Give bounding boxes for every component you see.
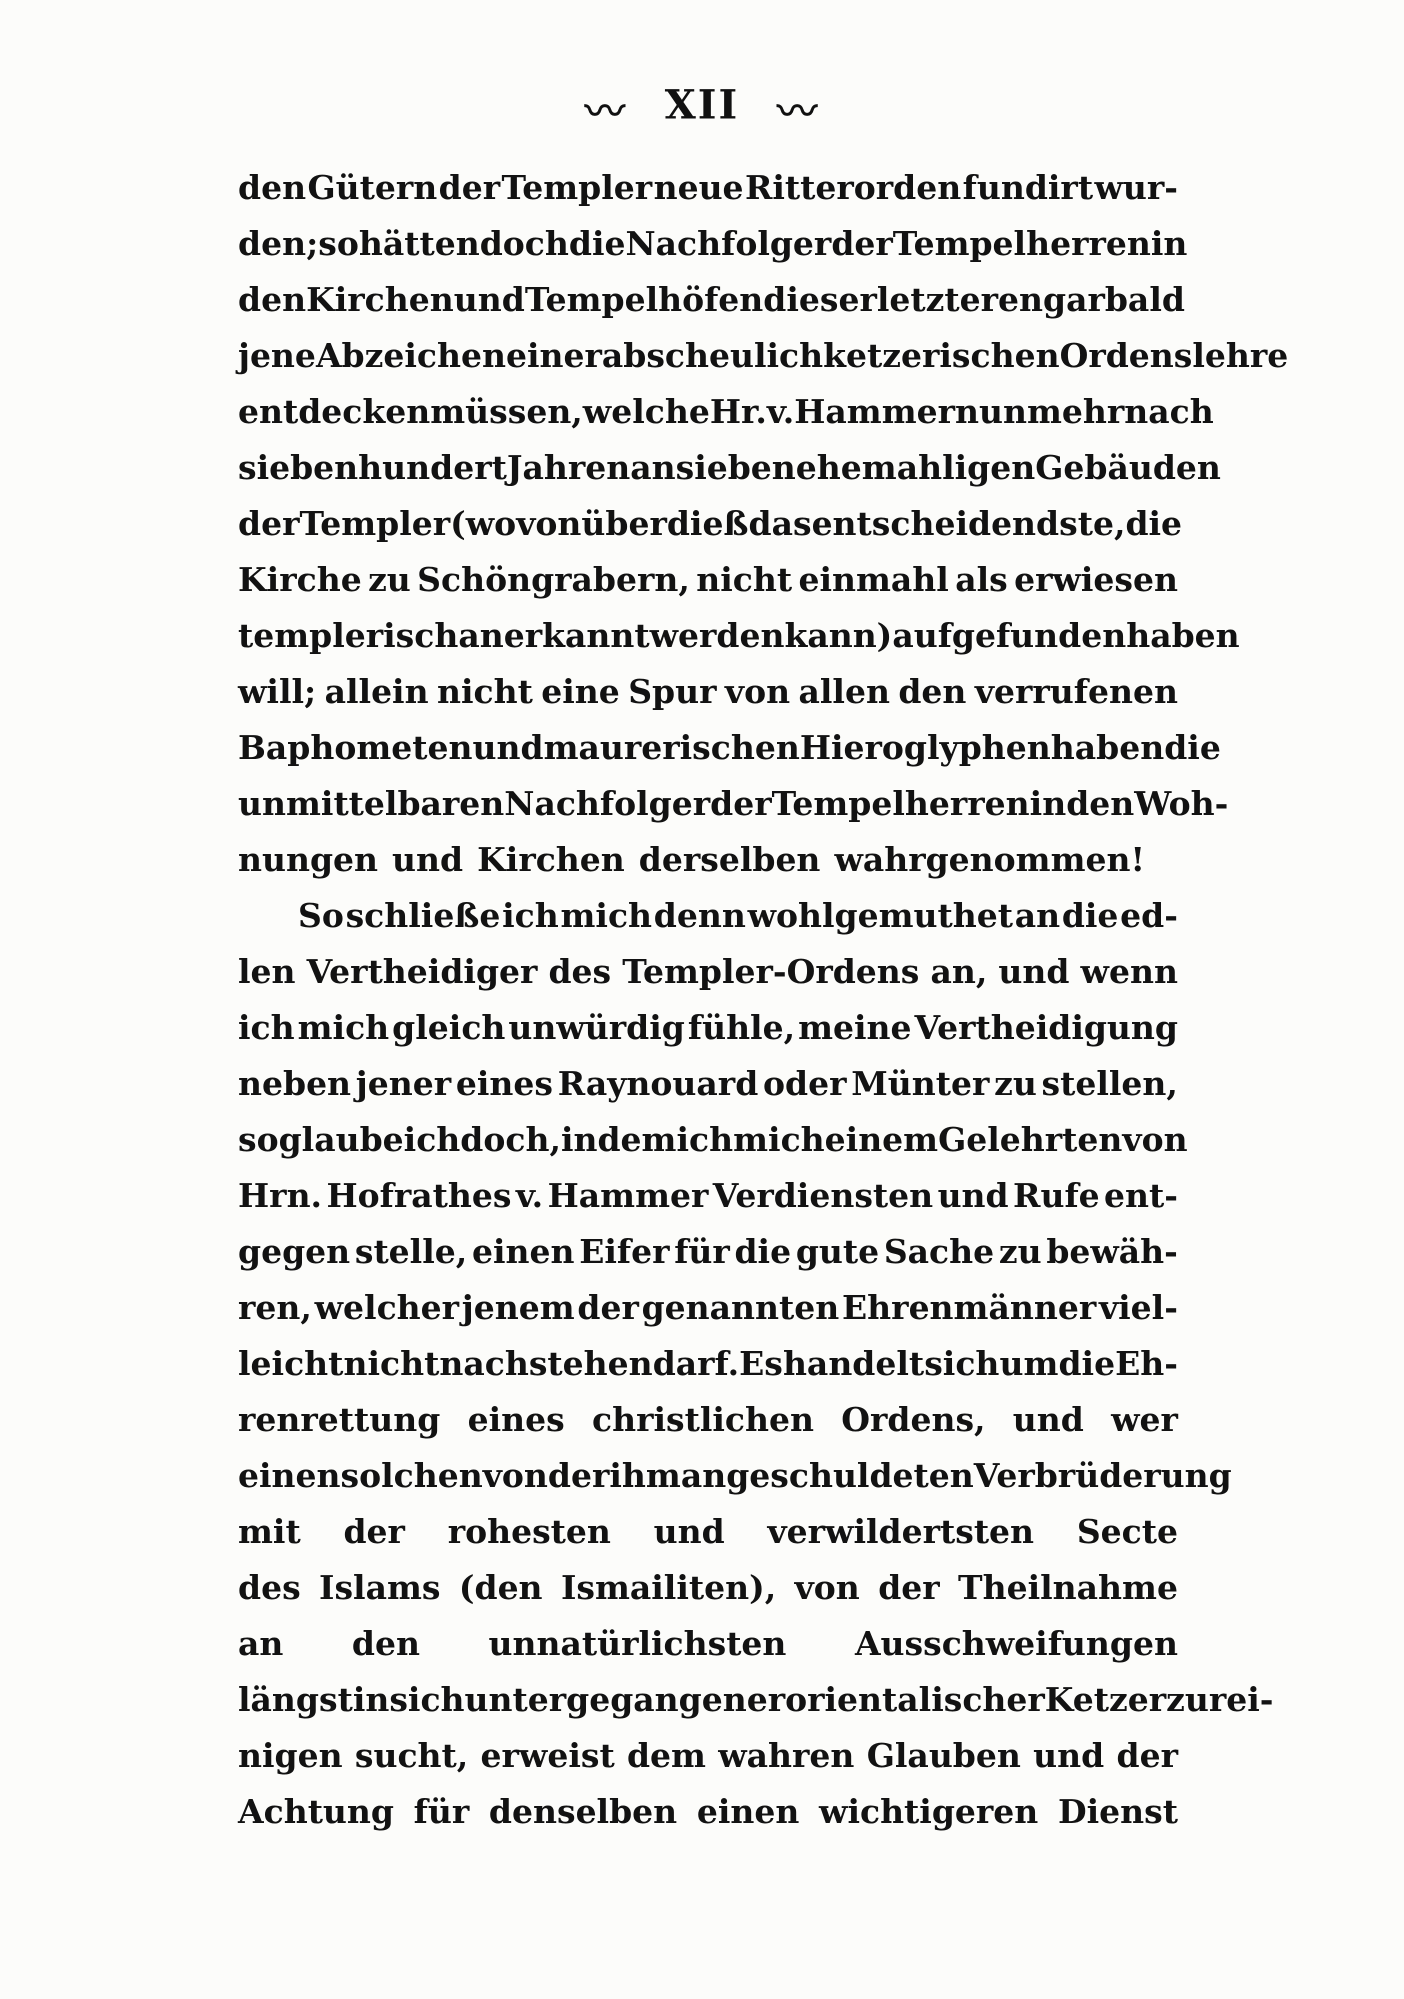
- word: mich: [297, 1008, 390, 1047]
- word: Hammer: [794, 392, 955, 431]
- word: Theilnahme: [958, 1568, 1178, 1607]
- word: Kirchen: [477, 840, 625, 879]
- word: Ketzer: [1044, 1680, 1167, 1719]
- word: Ausschweifungen: [854, 1624, 1178, 1663]
- word: so: [238, 1120, 279, 1159]
- word: in: [352, 1680, 390, 1719]
- word: leicht: [238, 1344, 344, 1383]
- word: das: [748, 504, 812, 543]
- word: genannten: [641, 1288, 840, 1327]
- word: indem: [560, 1120, 677, 1159]
- word: an,: [930, 952, 988, 991]
- text-line: [238, 608, 1240, 664]
- word: nungen: [238, 840, 379, 879]
- word: von: [1122, 1120, 1188, 1159]
- word: von: [794, 1568, 860, 1607]
- word: ren,: [238, 1288, 312, 1327]
- word: Hrn.: [238, 1176, 323, 1215]
- word: nicht: [343, 1344, 440, 1383]
- word: entscheidendste,: [811, 504, 1126, 543]
- word: an: [238, 1624, 284, 1663]
- word: zu: [998, 1232, 1042, 1271]
- word: Jahren: [506, 448, 631, 487]
- text-line: [238, 1392, 1178, 1448]
- word: um: [999, 1344, 1059, 1383]
- word: die: [1058, 1344, 1116, 1383]
- body-text: [238, 160, 1289, 1840]
- word: verrufenen: [974, 672, 1178, 711]
- word: Tempelherren: [892, 224, 1151, 263]
- word: maurerischen: [543, 728, 800, 767]
- word: sieben: [675, 448, 796, 487]
- text-line: [238, 1112, 1188, 1168]
- word: jene: [238, 336, 316, 375]
- word: mit: [238, 1512, 301, 1551]
- word: und: [1012, 1400, 1084, 1439]
- word: ent-: [1104, 1176, 1178, 1215]
- word: und: [1033, 1736, 1105, 1775]
- word: welche: [582, 392, 710, 431]
- word: bald: [1104, 280, 1185, 319]
- word: Templer: [299, 504, 451, 543]
- word: Hr.: [709, 392, 767, 431]
- word: Baphometen: [238, 728, 473, 767]
- word: orientalischer: [785, 1680, 1045, 1719]
- word: nicht: [437, 672, 533, 711]
- word: die: [568, 224, 626, 263]
- word: rohesten: [447, 1512, 611, 1551]
- word: mich: [733, 1120, 825, 1159]
- word: über: [581, 504, 667, 543]
- word: einen: [471, 1232, 575, 1271]
- word: (wovon: [450, 504, 582, 543]
- text-line: [238, 888, 1178, 944]
- word: so: [318, 224, 359, 263]
- word: nach: [1124, 392, 1214, 431]
- word: Ehrenmänner: [842, 1288, 1097, 1327]
- word: hätten: [358, 224, 480, 263]
- word: anerkannt: [458, 616, 650, 655]
- word: die: [734, 1232, 792, 1271]
- word: eine: [541, 672, 620, 711]
- text-line: [238, 1000, 1178, 1056]
- word: die: [1061, 896, 1119, 935]
- right-ornament: 〰: [777, 89, 820, 135]
- word: unnatürlichsten: [488, 1624, 787, 1663]
- word: unmittelbaren: [238, 784, 505, 823]
- word: (den: [458, 1568, 543, 1607]
- word: zu: [994, 1064, 1037, 1103]
- word: jener: [355, 1064, 452, 1103]
- word: Hofrathes: [326, 1176, 512, 1215]
- word: sucht,: [354, 1736, 469, 1775]
- text-line: [238, 1784, 1178, 1840]
- word: gute: [795, 1232, 880, 1271]
- word: ich: [403, 1120, 461, 1159]
- word: denselben: [488, 1792, 678, 1831]
- page-number: XII: [664, 81, 740, 129]
- word: ed-: [1120, 896, 1178, 935]
- word: zu: [1166, 1680, 1209, 1719]
- word: jenem: [461, 1288, 575, 1327]
- word: Schöngrabern,: [417, 560, 690, 599]
- word: Tempelhöfen: [524, 280, 764, 319]
- word: doch: [479, 224, 569, 263]
- word: nicht: [696, 560, 793, 599]
- word: haben: [1126, 616, 1240, 655]
- word: der: [831, 224, 893, 263]
- left-ornament: 〰: [584, 89, 627, 135]
- word: doch,: [460, 1120, 561, 1159]
- word: der: [1116, 1736, 1178, 1775]
- word: für: [674, 1232, 730, 1271]
- text-line: [238, 664, 1178, 720]
- word: wenn: [1080, 952, 1178, 991]
- text-line: [238, 1056, 1178, 1112]
- word: angeschuldeten: [680, 1456, 974, 1495]
- word: allein: [324, 672, 429, 711]
- word: denn: [653, 896, 746, 935]
- word: Tempelherren: [771, 784, 1030, 823]
- word: Nachfolger: [625, 224, 832, 263]
- word: erwiesen: [1014, 560, 1178, 599]
- word: wahrgenommen!: [834, 840, 1145, 879]
- word: eines: [455, 1064, 553, 1103]
- word: eines: [467, 1400, 565, 1439]
- text-line: [238, 272, 1185, 328]
- word: wichtigeren: [819, 1792, 1039, 1831]
- word: will;: [238, 672, 317, 711]
- word: wohlgemuthet: [747, 896, 1013, 935]
- text-line: [238, 552, 1178, 608]
- text-line: [238, 1448, 1232, 1504]
- word: der: [238, 504, 300, 543]
- word: gleich: [392, 1008, 506, 1047]
- word: Kirchen: [306, 280, 454, 319]
- word: Eh-: [1115, 1344, 1178, 1383]
- text-line: [238, 384, 1214, 440]
- word: müssen,: [430, 392, 583, 431]
- word: einem: [824, 1120, 939, 1159]
- word: renrettung: [238, 1400, 441, 1439]
- word: den: [238, 168, 307, 207]
- word: viel-: [1098, 1288, 1178, 1327]
- word: den: [1066, 784, 1135, 823]
- word: fundirt: [962, 168, 1094, 207]
- word: meine: [798, 1008, 912, 1047]
- word: wur-: [1094, 168, 1178, 207]
- text-line: [238, 1616, 1178, 1672]
- word: Woh-: [1134, 784, 1229, 823]
- word: v.: [515, 1176, 544, 1215]
- word: an: [630, 448, 676, 487]
- word: einen: [238, 1456, 341, 1495]
- word: dieß: [666, 504, 749, 543]
- word: Abzeichen: [315, 336, 506, 375]
- word: Vertheidigung: [914, 1008, 1178, 1047]
- word: Gütern: [307, 168, 438, 207]
- word: von: [482, 1456, 548, 1495]
- word: fühle,: [687, 1008, 796, 1047]
- word: ketzerischen: [823, 336, 1060, 375]
- text-line: [238, 440, 1221, 496]
- text-line: [238, 216, 1188, 272]
- word: Münter: [851, 1064, 990, 1103]
- text-line: [238, 944, 1178, 1000]
- word: Secte: [1076, 1512, 1178, 1551]
- word: siebenhundert: [238, 448, 507, 487]
- word: christlichen: [591, 1400, 814, 1439]
- text-line: [238, 1672, 1274, 1728]
- word: in: [1150, 224, 1188, 263]
- word: als: [955, 560, 1008, 599]
- word: sich: [389, 1680, 465, 1719]
- word: Ordenslehre: [1059, 336, 1289, 375]
- word: templerisch: [238, 616, 459, 655]
- word: verwildertsten: [767, 1512, 1035, 1551]
- text-line: [238, 496, 1183, 552]
- word: Gebäuden: [1035, 448, 1221, 487]
- text-line: [238, 1280, 1178, 1336]
- word: in: [1029, 784, 1067, 823]
- word: und: [472, 728, 544, 767]
- word: Raynouard: [557, 1064, 759, 1103]
- word: Vertheidiger: [306, 952, 538, 991]
- word: und: [453, 280, 525, 319]
- word: Templer: [501, 168, 653, 207]
- word: wer: [1111, 1400, 1178, 1439]
- word: einer: [505, 336, 602, 375]
- word: Islams: [319, 1568, 441, 1607]
- word: stellen,: [1041, 1064, 1178, 1103]
- word: Sache: [883, 1232, 995, 1271]
- word: die: [1125, 504, 1183, 543]
- word: den: [898, 672, 967, 711]
- word: Eifer: [579, 1232, 670, 1271]
- word: Kirche: [238, 560, 362, 599]
- word: unwürdig: [508, 1008, 685, 1047]
- word: der: [878, 1568, 940, 1607]
- text-line: [238, 1504, 1178, 1560]
- word: entdecken: [238, 392, 431, 431]
- word: längst: [238, 1680, 353, 1719]
- text-line: [238, 1224, 1178, 1280]
- page-header: [0, 80, 1404, 137]
- word: Nachfolger: [504, 784, 711, 823]
- word: stelle,: [354, 1232, 468, 1271]
- text-line: [238, 832, 1178, 888]
- word: v.: [766, 392, 795, 431]
- word: schließe: [345, 896, 501, 935]
- word: den: [238, 280, 307, 319]
- word: ihm: [609, 1456, 681, 1495]
- text-line: [238, 1168, 1178, 1224]
- word: rei-: [1208, 1680, 1274, 1719]
- word: darf.: [652, 1344, 740, 1383]
- word: nigen: [238, 1736, 343, 1775]
- word: derselben: [638, 840, 821, 879]
- text-line: [238, 160, 1178, 216]
- word: dem: [626, 1736, 706, 1775]
- word: des: [238, 1568, 301, 1607]
- word: Gelehrten: [938, 1120, 1123, 1159]
- word: einmahl: [798, 560, 949, 599]
- word: nunmehr: [955, 392, 1125, 431]
- word: neue: [653, 168, 744, 207]
- word: ich: [502, 896, 559, 935]
- word: Ordens,: [841, 1400, 986, 1439]
- word: allen: [798, 672, 890, 711]
- word: ich: [238, 1008, 295, 1047]
- word: der: [343, 1512, 405, 1551]
- word: Es: [739, 1344, 783, 1383]
- word: Spur: [628, 672, 717, 711]
- word: und: [937, 1176, 1009, 1215]
- word: Verbrüderung: [973, 1456, 1232, 1495]
- word: Rufe: [1013, 1176, 1100, 1215]
- word: und: [653, 1512, 725, 1551]
- word: Glauben: [866, 1736, 1021, 1775]
- text-line: [238, 720, 1221, 776]
- word: erweist: [480, 1736, 615, 1775]
- word: den;: [238, 224, 319, 263]
- word: den: [351, 1624, 420, 1663]
- word: und: [392, 840, 464, 879]
- word: zu: [368, 560, 411, 599]
- word: haben: [1050, 728, 1165, 767]
- word: der: [710, 784, 772, 823]
- word: wahren: [718, 1736, 855, 1775]
- word: Verdiensten: [712, 1176, 934, 1215]
- word: nachstehen: [439, 1344, 653, 1383]
- word: der: [547, 1456, 610, 1495]
- word: mich: [560, 896, 653, 935]
- word: gar: [1043, 280, 1105, 319]
- word: von: [724, 672, 791, 711]
- word: einen: [696, 1792, 800, 1831]
- word: werden: [649, 616, 785, 655]
- word: oder: [763, 1064, 847, 1103]
- word: solchen: [340, 1456, 483, 1495]
- text-line: [238, 1728, 1178, 1784]
- word: neben: [238, 1064, 352, 1103]
- word: aufgefunden: [892, 616, 1127, 655]
- word: So: [298, 896, 344, 935]
- word: untergegangener: [464, 1680, 786, 1719]
- word: gegen: [238, 1232, 351, 1271]
- word: ehemahligen: [795, 448, 1036, 487]
- text-line: [238, 776, 1229, 832]
- word: ich: [676, 1120, 734, 1159]
- text-line: [238, 328, 1289, 384]
- word: die: [1164, 728, 1221, 767]
- word: Ismailiten),: [560, 1568, 777, 1607]
- word: kann): [784, 616, 893, 655]
- word: Achtung: [238, 1792, 394, 1831]
- text-line: [238, 1336, 1178, 1392]
- word: der: [577, 1288, 639, 1327]
- word: Dienst: [1057, 1792, 1178, 1831]
- word: sich: [924, 1344, 1000, 1383]
- word: handelt: [782, 1344, 925, 1383]
- text-line: [238, 1560, 1178, 1616]
- word: des: [548, 952, 612, 991]
- word: dieser: [763, 280, 877, 319]
- word: und: [998, 952, 1070, 991]
- word: an: [1014, 896, 1061, 935]
- word: Hieroglyphen: [799, 728, 1051, 767]
- word: für: [413, 1792, 470, 1831]
- word: Templer-Ordens: [622, 952, 920, 991]
- word: glaube: [278, 1120, 404, 1159]
- word: der: [438, 168, 501, 207]
- word: letzteren: [876, 280, 1044, 319]
- word: Ritterorden: [744, 168, 962, 207]
- word: Hammer: [547, 1176, 709, 1215]
- word: bewäh-: [1046, 1232, 1178, 1271]
- word: welcher: [314, 1288, 460, 1327]
- word: abscheulich: [601, 336, 824, 375]
- word: len: [238, 952, 296, 991]
